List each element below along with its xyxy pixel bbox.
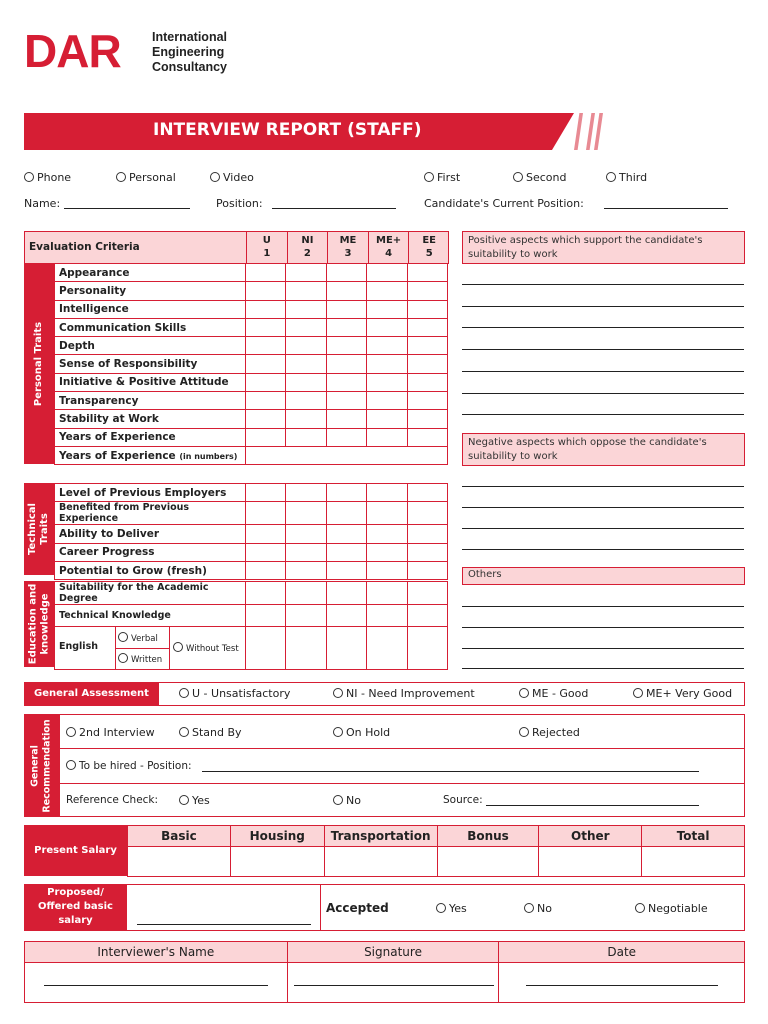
table-row: Transparency [55, 392, 448, 410]
table-row: Sense of Responsibility [55, 355, 448, 373]
salary-col-other: Other [539, 826, 642, 847]
salary-bonus-input[interactable] [437, 847, 539, 877]
current-position-label: Candidate's Current Position: [424, 197, 584, 210]
logo-line-3: Consultancy [152, 60, 228, 74]
signoff-table [24, 941, 745, 1003]
negative-line[interactable] [462, 486, 744, 487]
current-position-field[interactable] [604, 208, 728, 209]
logo-line-2: Engineering [152, 45, 225, 59]
date-cell [499, 963, 745, 1003]
radio-icon [179, 727, 189, 737]
salary-col-housing: Housing [230, 826, 324, 847]
signature-cell [287, 963, 499, 1003]
table-row: Ability to Deliver [55, 525, 448, 543]
source-field[interactable] [486, 805, 699, 806]
positive-line[interactable] [462, 349, 744, 350]
general-assessment-label: General Assessment [24, 682, 159, 706]
table-row: Appearance [55, 264, 448, 282]
radio-icon [333, 795, 343, 805]
radio-icon [179, 795, 189, 805]
scale-header: U 1 NI 2 ME 3 ME+ 4 EE 5 [246, 231, 449, 264]
table-row: Years of Experience (in numbers) [55, 446, 448, 464]
table-row: Intelligence [55, 300, 448, 318]
radio-icon [210, 172, 220, 182]
salary-housing-input[interactable] [230, 847, 324, 877]
logo-line-1: International [152, 30, 228, 44]
position-label: Position: [216, 197, 263, 210]
positive-line[interactable] [462, 306, 744, 307]
table-row: Depth [55, 337, 448, 355]
education-label: Education and knowledge [24, 581, 54, 667]
date-header: Date [499, 942, 745, 963]
interviewer-name-header: Interviewer's Name [25, 942, 288, 963]
radio-icon [513, 172, 523, 182]
technical-traits-label: Technical Traits [24, 483, 54, 575]
negative-line[interactable] [462, 549, 744, 550]
banner-stripe [574, 113, 583, 150]
written-option[interactable]: Written [118, 653, 162, 665]
radio-icon [116, 172, 126, 182]
table-row: Personality [55, 282, 448, 300]
positive-line[interactable] [462, 371, 744, 372]
accepted-yes[interactable]: Yes [436, 902, 467, 915]
radio-icon [118, 653, 128, 663]
salary-col-basic: Basic [128, 826, 231, 847]
logo-wordmark: DAR [24, 25, 121, 77]
present-salary-label: Present Salary [24, 825, 127, 876]
table-row: Suitability for the Academic Degree [55, 582, 448, 605]
positive-line[interactable] [462, 414, 744, 415]
round-second[interactable]: Second [513, 171, 566, 184]
table-row [55, 627, 448, 670]
accepted-label: Accepted [326, 901, 389, 915]
others-line[interactable] [462, 668, 744, 669]
others-header: Others [462, 567, 745, 585]
salary-col-transportation: Transportation [324, 826, 437, 847]
recommendation-divider [60, 783, 745, 784]
recommendation-divider [60, 748, 745, 749]
others-line[interactable] [462, 648, 744, 649]
page-title: INTERVIEW REPORT (STAFF) [153, 120, 422, 140]
name-field[interactable] [64, 208, 190, 209]
interviewer-name-cell [25, 963, 288, 1003]
others-line[interactable] [462, 606, 744, 607]
ref-no[interactable]: No [333, 794, 361, 807]
salary-total-input[interactable] [642, 847, 745, 877]
salary-transportation-input[interactable] [324, 847, 437, 877]
salary-other-input[interactable] [539, 847, 642, 877]
positive-line[interactable] [462, 393, 744, 394]
radio-icon [179, 688, 189, 698]
radio-icon [424, 172, 434, 182]
education-table [54, 581, 448, 670]
rec-stand-by[interactable]: Stand By [179, 726, 242, 739]
type-phone[interactable]: Phone [24, 171, 71, 184]
rec-2nd-interview[interactable]: 2nd Interview [66, 726, 155, 739]
radio-icon [66, 727, 76, 737]
radio-icon [519, 727, 529, 737]
radio-icon [436, 903, 446, 913]
negative-line[interactable] [462, 507, 744, 508]
assessment-u[interactable]: U - Unsatisfactory [179, 687, 290, 700]
radio-icon [524, 903, 534, 913]
radio-icon [333, 688, 343, 698]
interviewer-name-field[interactable] [44, 985, 268, 986]
radio-icon [173, 642, 183, 652]
banner-stripe [594, 113, 603, 150]
table-row: Years of Experience [55, 428, 448, 446]
table-row: Potential to Grow (fresh) [55, 561, 448, 579]
accepted-negotiable[interactable]: Negotiable [635, 902, 708, 915]
criteria-header-label: Evaluation Criteria [29, 241, 140, 253]
table-row: Technical Knowledge [55, 605, 448, 627]
table-row: Benefited from Previous Experience [55, 502, 448, 525]
personal-traits-table [54, 263, 448, 465]
negative-line[interactable] [462, 528, 744, 529]
radio-icon [635, 903, 645, 913]
recommendation-label: General Recommendation [24, 714, 60, 817]
type-personal[interactable]: Personal [116, 171, 176, 184]
proposed-salary-field[interactable] [137, 924, 311, 925]
hire-position-field[interactable] [202, 771, 699, 772]
positive-line[interactable] [462, 327, 744, 328]
table-row: Career Progress [55, 543, 448, 561]
date-field[interactable] [526, 985, 718, 986]
salary-basic-input[interactable] [128, 847, 231, 877]
accepted-no[interactable]: No [524, 902, 552, 915]
negative-aspects-header: Negative aspects which oppose the candidate's suitability to work [462, 433, 745, 466]
radio-icon [118, 632, 128, 642]
table-row: Initiative & Positive Attitude [55, 373, 448, 391]
table-row: Level of Previous Employers [55, 484, 448, 502]
ref-yes[interactable]: Yes [179, 794, 210, 807]
reference-check-label: Reference Check: [66, 794, 159, 806]
english-label: English [59, 641, 98, 652]
source-label: Source: [443, 794, 483, 806]
assessment-me-plus[interactable]: ME+ Very Good [633, 687, 732, 700]
table-row: Stability at Work [55, 410, 448, 428]
round-third[interactable]: Third [606, 171, 647, 184]
round-first[interactable]: First [424, 171, 460, 184]
rec-to-be-hired[interactable]: To be hired - Position: [66, 760, 192, 772]
assessment-me[interactable]: ME - Good [519, 687, 588, 700]
rec-on-hold[interactable]: On Hold [333, 726, 390, 739]
name-label: Name: [24, 197, 61, 210]
verbal-option[interactable]: Verbal [118, 632, 158, 644]
position-field[interactable] [272, 208, 396, 209]
logo [24, 25, 254, 77]
assessment-ni[interactable]: NI - Need Improvement [333, 687, 475, 700]
others-line[interactable] [462, 627, 744, 628]
radio-icon [66, 760, 76, 770]
radio-icon [333, 727, 343, 737]
positive-aspects-header: Positive aspects which support the candidate's suitability to work [462, 231, 745, 264]
banner-stripe [586, 113, 595, 150]
personal-traits-label: Personal Traits [24, 264, 54, 464]
technical-traits-table [54, 483, 448, 580]
proposed-salary-label: Proposed/ Offered basic salary [24, 884, 127, 931]
salary-table [127, 825, 745, 877]
salary-col-total: Total [642, 826, 745, 847]
positive-line[interactable] [462, 284, 744, 285]
without-test-option[interactable]: Without Test [173, 642, 239, 654]
table-row: Communication Skills [55, 318, 448, 336]
salary-col-bonus: Bonus [437, 826, 539, 847]
radio-icon [606, 172, 616, 182]
radio-icon [24, 172, 34, 182]
rec-rejected[interactable]: Rejected [519, 726, 580, 739]
signature-header: Signature [287, 942, 499, 963]
signature-field[interactable] [294, 985, 494, 986]
type-video[interactable]: Video [210, 171, 254, 184]
proposed-divider [320, 884, 321, 931]
radio-icon [519, 688, 529, 698]
radio-icon [633, 688, 643, 698]
